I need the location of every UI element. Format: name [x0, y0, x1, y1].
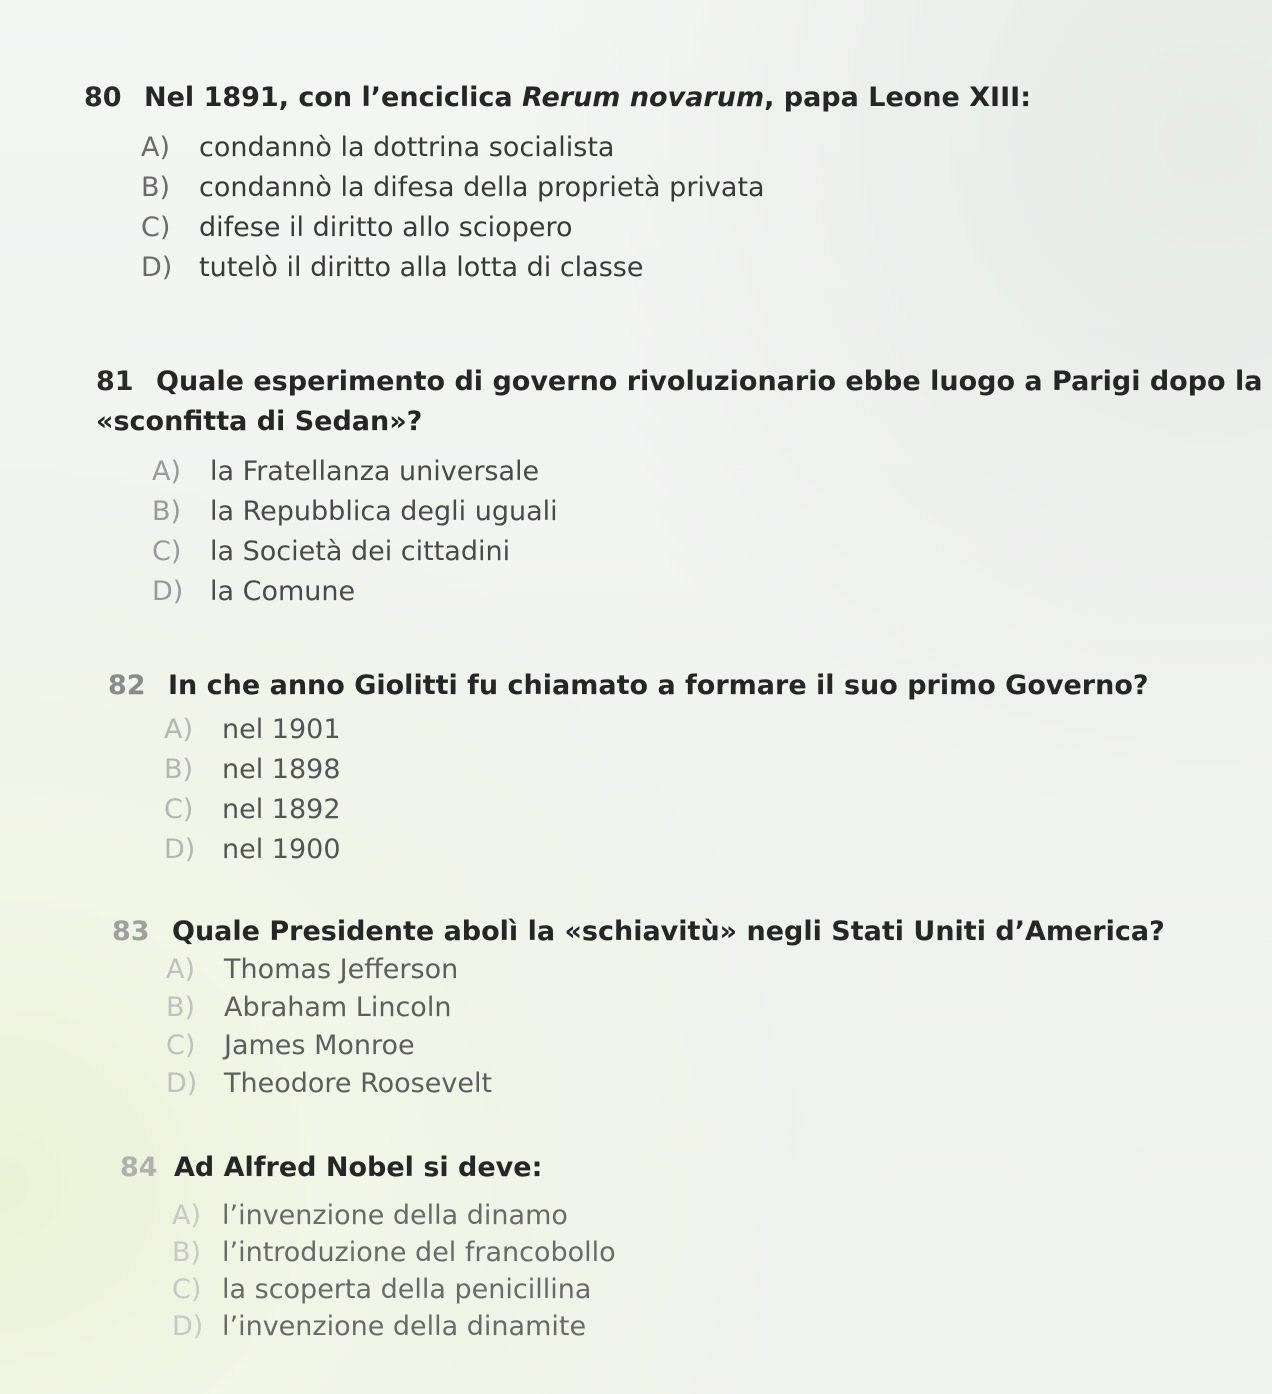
answer-option-c[interactable]: [166, 1030, 1272, 1068]
answer-option-b[interactable]: [164, 754, 1272, 794]
question-number: 83: [112, 916, 150, 947]
option-text: la Comune: [210, 576, 356, 607]
answer-options: [0, 1200, 1272, 1348]
question-header: [0, 78, 1272, 118]
answer-option-b[interactable]: [152, 496, 1272, 536]
option-text: condannò la dottrina socialista: [199, 132, 615, 163]
option-letter: B): [141, 172, 171, 203]
answer-options: [0, 954, 1272, 1106]
option-text: Thomas Jefferson: [224, 954, 459, 985]
answer-option-d[interactable]: [141, 252, 1272, 292]
option-letter: A): [166, 954, 196, 985]
question-number: 82: [108, 670, 146, 701]
option-letter: B): [172, 1237, 202, 1268]
option-letter: D): [152, 576, 184, 607]
option-text: difese il diritto allo sciopero: [199, 212, 573, 243]
question-number: 81: [96, 366, 134, 397]
answer-options: [0, 456, 1272, 616]
question-83: [0, 912, 1272, 1106]
answer-option-c[interactable]: [152, 536, 1272, 576]
question-number: 80: [84, 82, 122, 113]
option-text: l’invenzione della dinamite: [222, 1311, 587, 1342]
option-text: la Società dei cittadini: [210, 536, 511, 567]
answer-options: [0, 714, 1272, 874]
option-letter: D): [141, 252, 173, 283]
option-letter: C): [164, 794, 194, 825]
answer-option-a[interactable]: [166, 954, 1272, 992]
answer-option-c[interactable]: [141, 212, 1272, 252]
question-text-part: , papa Leone XIII:: [764, 82, 1031, 113]
option-letter: D): [172, 1311, 204, 1342]
option-text: l’introduzione del francobollo: [222, 1237, 616, 1268]
option-letter: A): [152, 456, 182, 487]
question-text-line: «sconfitta di Sedan»?: [96, 406, 423, 437]
option-letter: C): [172, 1274, 202, 1305]
option-letter: D): [164, 834, 196, 865]
answer-option-a[interactable]: [164, 714, 1272, 754]
option-letter: C): [152, 536, 182, 567]
answer-option-b[interactable]: [172, 1237, 1272, 1274]
answer-option-c[interactable]: [164, 794, 1272, 834]
encyclical-title: Rerum novarum: [522, 82, 765, 113]
question-header: [0, 1148, 1272, 1188]
option-text: tutelò il diritto alla lotta di classe: [199, 252, 644, 283]
option-letter: A): [172, 1200, 202, 1231]
option-letter: B): [152, 496, 182, 527]
option-text: l’invenzione della dinamo: [222, 1200, 568, 1231]
answer-option-a[interactable]: [152, 456, 1272, 496]
question-number: 84: [120, 1152, 158, 1183]
answer-option-d[interactable]: [166, 1068, 1272, 1106]
answer-option-b[interactable]: [141, 172, 1272, 212]
option-text: la Repubblica degli uguali: [210, 496, 558, 527]
question-text-line: Quale esperimento di governo rivoluzionario ebbe luogo a Parigi dopo la: [156, 366, 1263, 397]
question-text: [144, 78, 1031, 118]
answer-option-d[interactable]: [164, 834, 1272, 874]
option-text: nel 1892: [222, 794, 341, 825]
option-letter: A): [164, 714, 194, 745]
question-text-part: Nel 1891, con l’enciclica: [144, 82, 522, 113]
option-text: Abraham Lincoln: [224, 992, 452, 1023]
answer-option-a[interactable]: [172, 1200, 1272, 1237]
question-81: [0, 362, 1272, 616]
option-letter: B): [166, 992, 196, 1023]
option-text: nel 1898: [222, 754, 341, 785]
answer-option-d[interactable]: [152, 576, 1272, 616]
option-letter: B): [164, 754, 194, 785]
question-header: [0, 912, 1272, 952]
option-letter: D): [166, 1068, 198, 1099]
answer-option-c[interactable]: [172, 1274, 1272, 1311]
question-82: [0, 666, 1272, 874]
question-text: Ad Alfred Nobel si deve:: [174, 1152, 543, 1183]
option-text: condannò la difesa della proprietà privata: [199, 172, 765, 203]
answer-option-a[interactable]: [141, 132, 1272, 172]
option-text: la scoperta della penicillina: [222, 1274, 592, 1305]
option-letter: C): [141, 212, 171, 243]
option-letter: C): [166, 1030, 196, 1061]
option-text: Theodore Roosevelt: [224, 1068, 493, 1099]
answer-option-d[interactable]: [172, 1311, 1272, 1348]
question-84: [0, 1148, 1272, 1348]
option-text: nel 1900: [222, 834, 341, 865]
answer-options: [0, 132, 1272, 292]
question-text: In che anno Giolitti fu chiamato a formare il suo primo Governo?: [168, 670, 1149, 701]
option-text: nel 1901: [222, 714, 341, 745]
question-80: [0, 78, 1272, 292]
question-header: [0, 666, 1272, 706]
option-text: James Monroe: [224, 1030, 415, 1061]
question-header: [0, 362, 1272, 442]
option-letter: A): [141, 132, 171, 163]
question-text: Quale Presidente abolì la «schiavitù» negli Stati Uniti d’America?: [172, 916, 1165, 947]
option-text: la Fratellanza universale: [210, 456, 540, 487]
answer-option-b[interactable]: [166, 992, 1272, 1030]
